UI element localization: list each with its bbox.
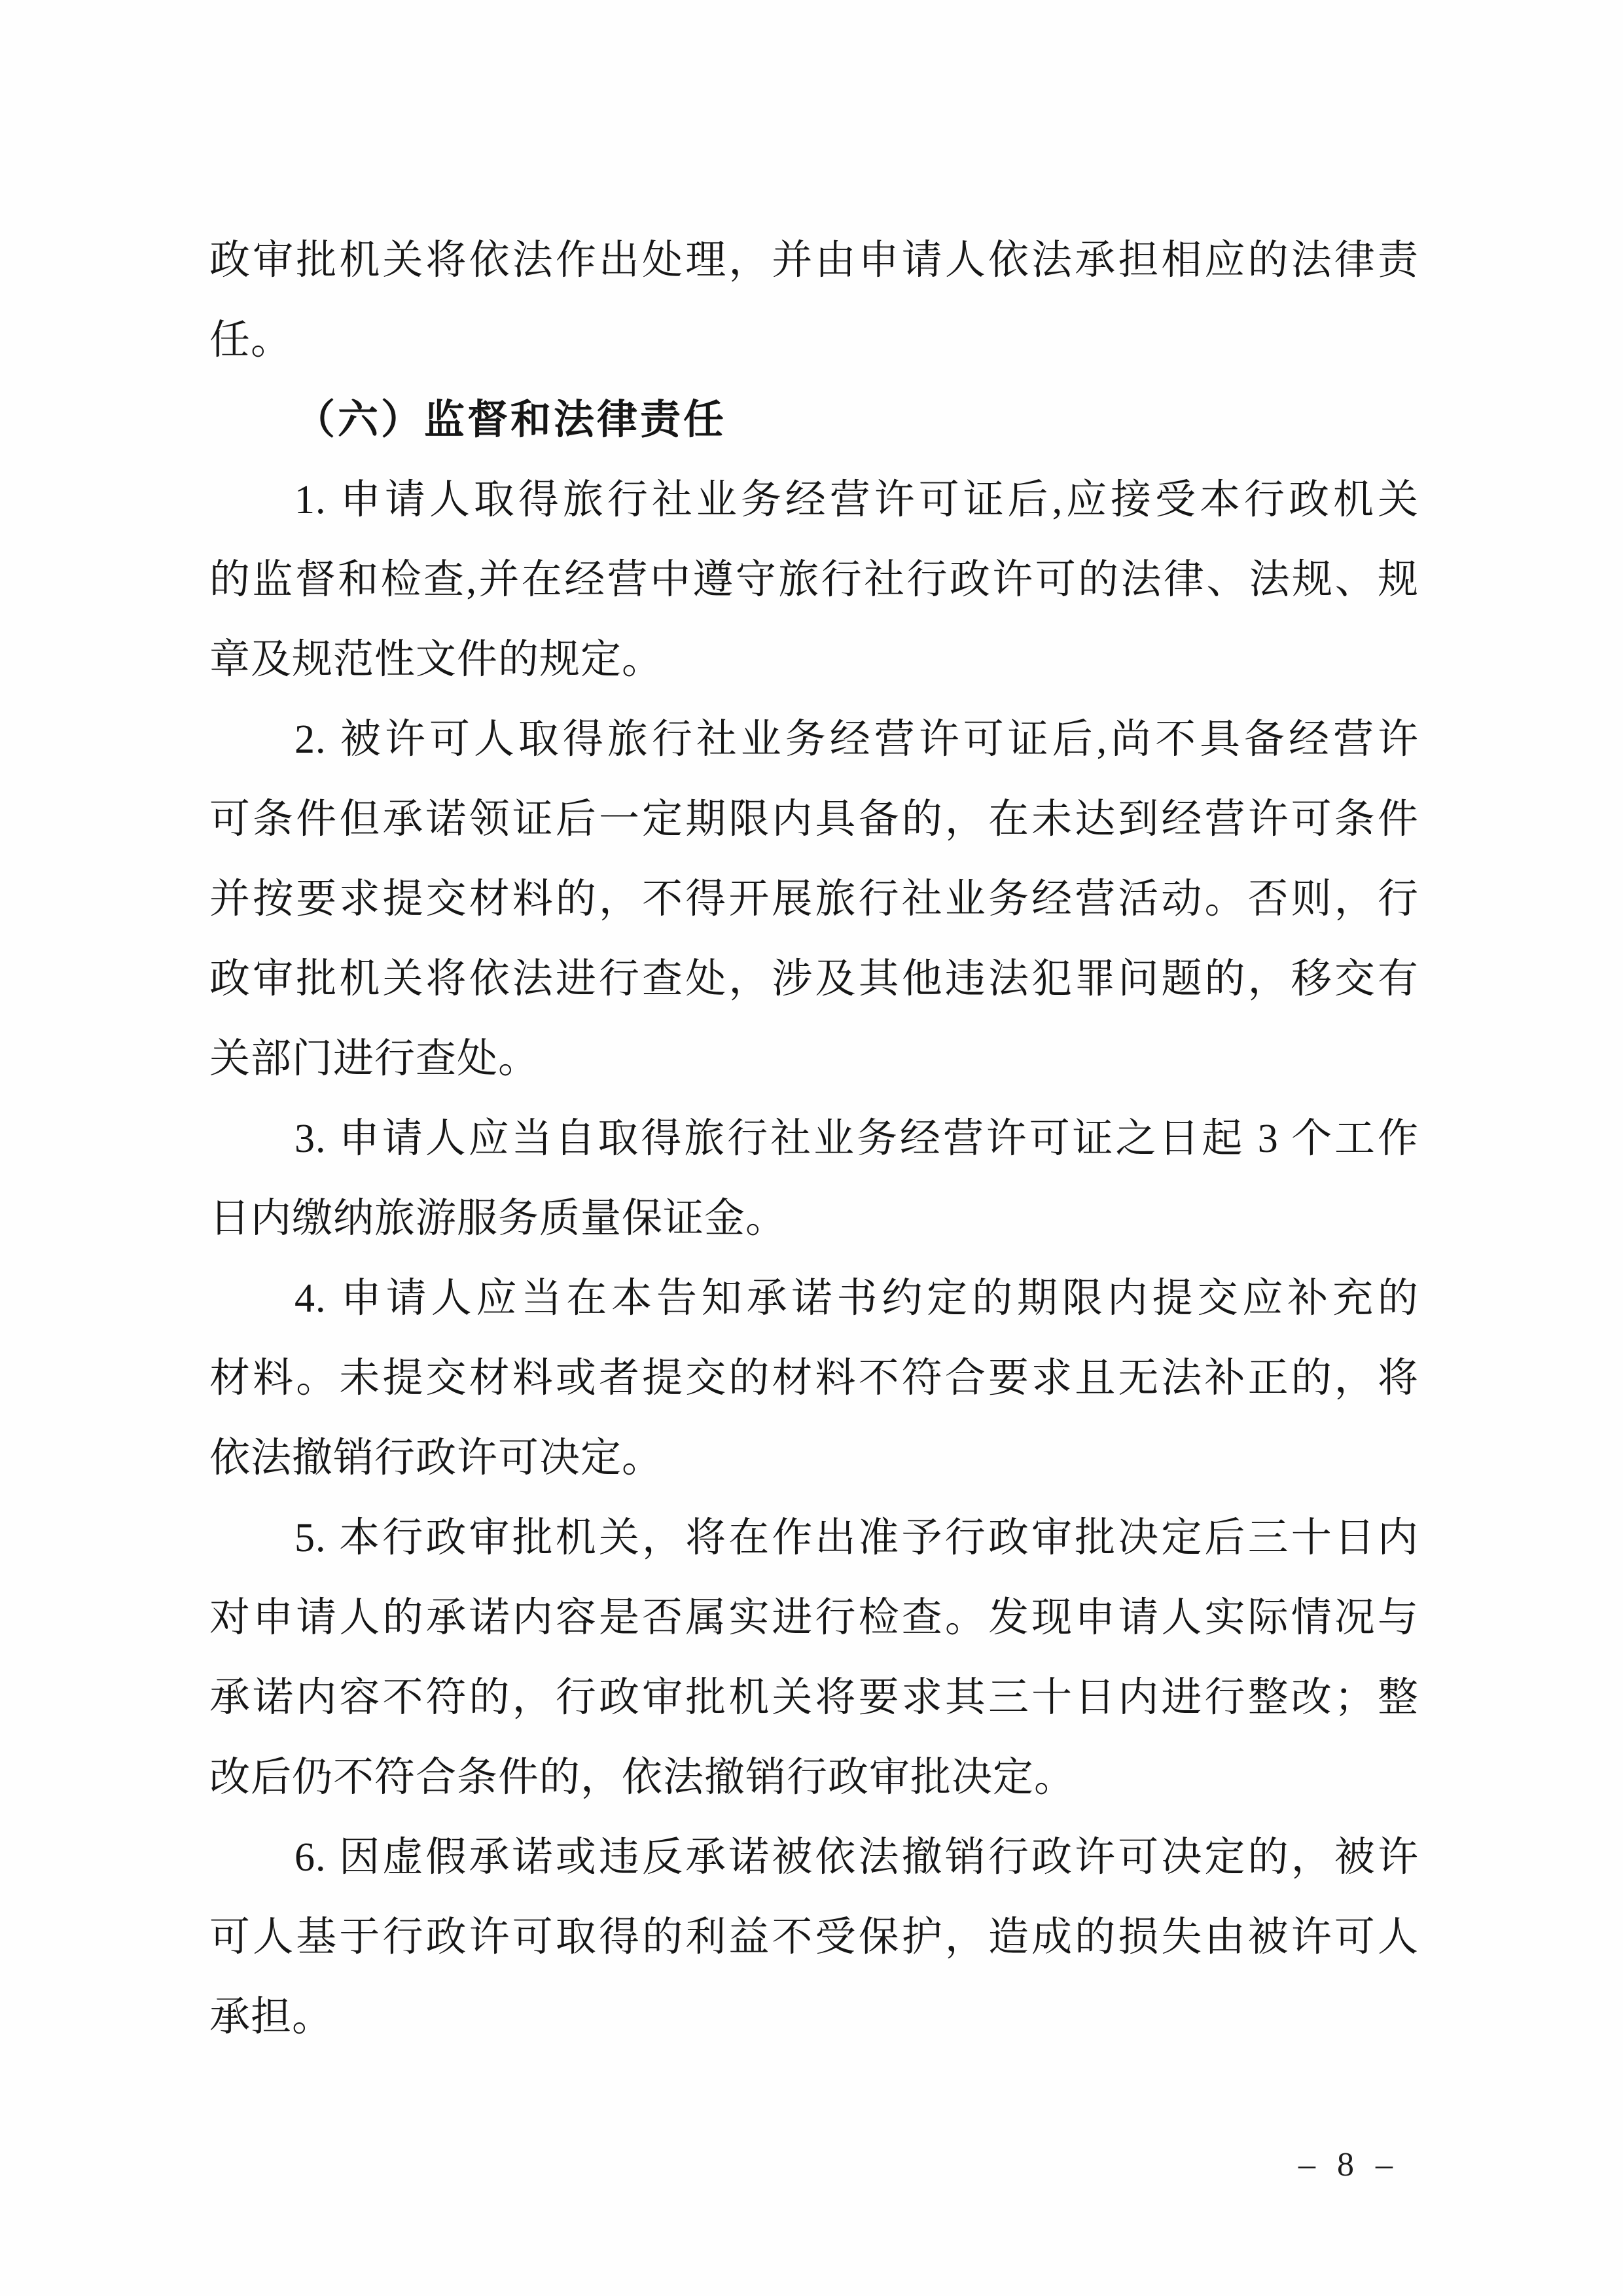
body-line-05: 的监督和检查,并在经营中遵守旅行社行政许可的法律、法规、规 <box>209 558 1419 602</box>
page-number: – 8 – <box>1298 2146 1399 2183</box>
body-line-11: 关部门进行查处。 <box>209 1037 540 1081</box>
body-line-02: 任。 <box>209 318 293 363</box>
body-line-16: 依法撤销行政许可决定。 <box>209 1436 664 1480</box>
body-line-22: 可人基于行政许可取得的利益不受保护，造成的损失由被许可人 <box>209 1915 1419 1960</box>
body-line-12: 3. 申请人应当自取得旅行社业务经营许可证之日起 3 个工作 <box>294 1117 1419 1161</box>
section-heading: （六）监督和法律责任 <box>294 398 727 442</box>
body-line-06: 章及规范性文件的规定。 <box>209 637 664 682</box>
body-line-18: 对申请人的承诺内容是否属实进行检查。发现申请人实际情况与 <box>209 1596 1419 1640</box>
body-line-04: 1. 申请人取得旅行社业务经营许可证后,应接受本行政机关 <box>294 478 1419 522</box>
body-line-07: 2. 被许可人取得旅行社业务经营许可证后,尚不具备经营许 <box>294 717 1419 762</box>
body-line-08: 可条件但承诺领证后一定期限内具备的，在未达到经营许可条件 <box>209 797 1419 842</box>
body-line-19: 承诺内容不符的，行政审批机关将要求其三十日内进行整改；整 <box>209 1676 1419 1720</box>
body-line-20: 改后仍不符合条件的，依法撤销行政审批决定。 <box>209 1755 1076 1800</box>
body-line-15: 材料。未提交材料或者提交的材料不符合要求且无法补正的，将 <box>209 1356 1419 1401</box>
document-body <box>209 221 1419 2057</box>
body-line-01: 政审批机关将依法作出处理，并由申请人依法承担相应的法律责 <box>209 238 1419 283</box>
body-line-21: 6. 因虚假承诺或违反承诺被依法撤销行政许可决定的，被许 <box>294 1835 1419 1880</box>
body-line-13: 日内缴纳旅游服务质量保证金。 <box>209 1196 787 1241</box>
body-line-10: 政审批机关将依法进行查处，涉及其他违法犯罪问题的，移交有 <box>209 957 1419 1001</box>
body-line-09: 并按要求提交材料的，不得开展旅行社业务经营活动。否则，行 <box>209 877 1419 922</box>
body-line-23: 承担。 <box>209 1995 334 2039</box>
body-line-14: 4. 申请人应当在本告知承诺书约定的期限内提交应补充的 <box>294 1276 1419 1321</box>
body-line-17: 5. 本行政审批机关，将在作出准予行政审批决定后三十日内 <box>294 1516 1419 1560</box>
